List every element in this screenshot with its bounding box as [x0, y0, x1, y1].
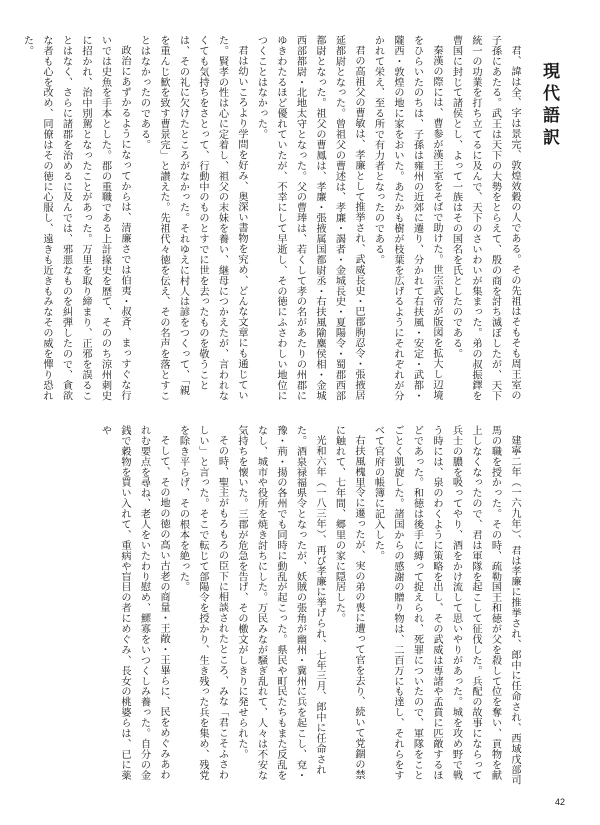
- paragraph: 建寧二年（一六九年）、君は孝廉に推挙され、郎中に任命され、西域戊部司馬の職を授かった。その時、疏勒国王和徳が父を殺して位を奪い、貢物を献上しなくなったので、君は軍隊を起こして征伐した。兵配の故事にならって兵士の膿を吸ってやり、酒をかけ流して思いやりがあった。城を攻め野で戦う時には、泉のわくように策略を出し、その武威は専諸や孟賁に匹敵するほどであった。和徳は後手に縛って捉えられ、死罪についたので、軍隊をことごとく凱旋した。諸国からの感謝の贈り物は、二百万にも達し、それらをすべて官府の帳簿に記入した。: [372, 425, 520, 786]
- upper-text-block: [21, 35, 524, 405]
- paragraph: その時、聖主がもろもろの臣下に相談されたところ、みな「君こそふさわしい」と言った。そこで転じて郃陽令を授かり、生き残った兵を集め、残党を除き平らげ、その根本を絶った。: [177, 425, 228, 781]
- lower-text-block: [34, 425, 524, 790]
- section-title: 現代語訳: [539, 62, 559, 150]
- paragraph: 君の高祖父の曹敏は、孝廉として推挙され、武威長史・巴郡朐忍令・張掖居延都尉となった。曾祖父の曹述は、孝廉・謁者・金城長史・夏陽令・蜀郡西部都尉となった。祖父の曹鳳は、孝廉・張掖属国都尉丞・右扶風隃麋侯相・金城西部都尉・北地太守となった。父の曹琫は、若くして孝の名があたりの州郡にゆきわたるほど優れていたが、不幸にして早逝し、その徳にふさわしい地位につくことはなかった。: [255, 35, 364, 401]
- paragraph: 政治にあずかるようになってからは、清廉さでは伯夷・叔斉、まっすぐな行いでは史魚を手本とした。郡の重職である上計掾史を歴て、そののち涼州刺史に招かれ、治中別駕となったことがあった。万里を取り締まり、正邪を誤ることはなく、さらに諸郡を治めるに及んでは、邪悪なものを糾弾したので、貪欲な者も心を改め、同僚はその徳に心服し、遠きも近きもみなその威を憚り恐れた。: [21, 35, 130, 401]
- page-number: 42: [554, 797, 565, 807]
- paragraph: 君、諱は全、字は景完、敦煌效穀の人である。その先祖はそもそも周王室の子孫にあたる。武王は天下の大勢をとらえて、殷の商を討ち滅ぼしたが、天下統一の功業を打ち立てるに及んで、天下のさいわいが集まった。弟の叔振鐸を曹国に封じて諸侯とし、よって一族はその国名を氏としたのである。: [450, 35, 520, 401]
- paragraph: 君は幼いころより学問を好み、奥深い書物を究め、どんな文章にも通じていた。賢孝の性は心に定着し、祖父の末妹を養い、継母につかえたが、言われなくても気持ちをさとって、行動中のものとすでに世を去ったものを敬うことは、その礼に欠けたところがなかった。それゆえに村人は諺をつくって、「親を重んじ歓を致す曹景完」と讃えた。先祖代々徳を伝え、その名声を落とすことはなかったのである。: [138, 35, 247, 401]
- paragraph: 光和六年（一八三年）、再び孝廉に挙げられ、七年三月、郎中に任命された。酒泉禄福県令となったが、妖賊の張角が幽州・冀州に兵を起こし、兗・豫・荊・揚の各州でも同時に動乱が起こった。県民や町民たちもまた反乱をなし、城市や役所を焼き討ちにした。万民みなが騒ぎ乱れて、人々は不安な気持ちを懐いた。三郡が危急を告げ、その檄文がしきりに発せられた。: [236, 425, 325, 781]
- paragraph: 右扶風槐里令に遷ったが、実の弟の喪に遭って官を去り、続いて党錮の禁に触れて、七年間、郷里の家に隠居した。: [333, 425, 364, 781]
- paragraph: そして、その地の徳の高い古老の商量・王敞・王畢らに、民をめぐみあわれむ要点を尋ね、老人をいたわり慰め、鰥寡をいつくしみ養った。自分の金銭で穀物を買い入れて、重病や盲目の者にめぐみ、長女の桃婆らは、已に薬や: [99, 425, 169, 781]
- paragraph: 秦漢の際には、曹参が漢王室をそばで助けた。世宗武帝が版図を拡大し辺境をひらいたのちは、子孫は雍州の近郊に遷り、分かれて右扶風・安定・武都・隴西・敦煌の地に家をおいた。あたかも樹が枝葉を広げるようにそれぞれが分かれて栄え、至る所で有力者となったのである。: [372, 35, 442, 401]
